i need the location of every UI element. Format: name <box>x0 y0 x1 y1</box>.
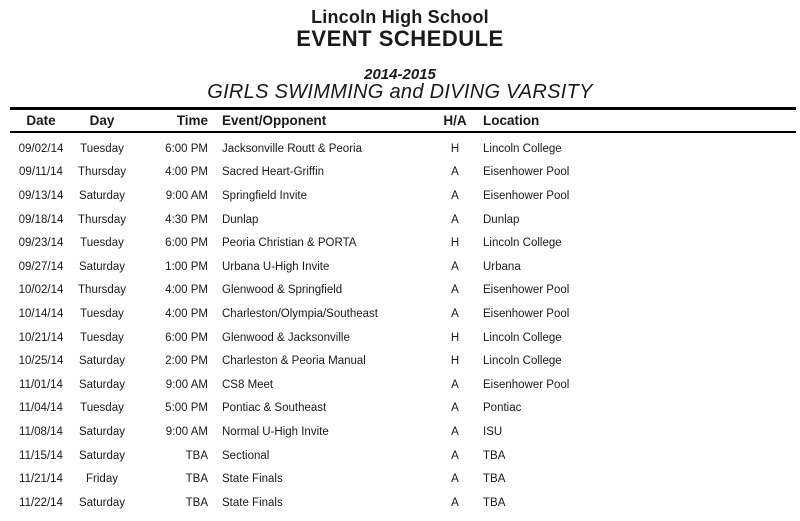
ha-cell: A <box>451 260 459 273</box>
time-cell: TBA <box>185 473 208 486</box>
day-cell: Saturday <box>78 378 126 391</box>
event-cell: Urbana U-High Invite <box>222 260 330 273</box>
day-cell: Saturday <box>78 189 126 202</box>
event-cell: Sacred Heart-Griffin <box>222 166 325 179</box>
event-cell: Glenwood & Springfield <box>222 284 343 297</box>
table-row <box>10 491 796 515</box>
day-cell: Saturday <box>78 260 126 273</box>
time-cell: TBA <box>185 496 208 509</box>
ha-cell: A <box>451 166 459 179</box>
ha-cell: A <box>451 449 459 462</box>
date-cell: 09/02/14 <box>18 142 64 155</box>
date-cell: 11/15/14 <box>19 449 63 462</box>
table-row <box>10 397 796 421</box>
table-row <box>10 208 796 232</box>
location-cell: Eisenhower Pool <box>483 378 570 391</box>
location-cell: Lincoln College <box>483 331 562 344</box>
time-cell: 4:00 PM <box>165 166 208 179</box>
schedule-table <box>10 107 796 515</box>
ha-cell: A <box>451 189 459 202</box>
event-cell: State Finals <box>222 473 283 486</box>
time-cell: 6:00 PM <box>165 331 208 344</box>
day-cell: Thursday <box>78 213 126 226</box>
location-cell: Urbana <box>483 260 521 273</box>
event-cell: Sectional <box>222 449 270 462</box>
table-row <box>10 444 796 468</box>
location-cell: Lincoln College <box>483 355 562 368</box>
location-cell: Lincoln College <box>483 237 562 250</box>
day-cell: Tuesday <box>80 331 124 344</box>
ha-cell: H <box>450 331 460 344</box>
time-cell: 9:00 AM <box>165 378 208 391</box>
time-cell: 4:30 PM <box>165 213 208 226</box>
event-cell: Normal U-High Invite <box>222 425 329 438</box>
event-cell: Glenwood & Jacksonville <box>222 331 350 344</box>
day-cell: Saturday <box>78 449 126 462</box>
ha-cell: A <box>451 284 459 297</box>
day-cell: Tuesday <box>80 237 124 250</box>
column-header-date: Date <box>26 113 56 128</box>
date-cell: 11/04/14 <box>19 402 63 415</box>
column-header-day: Day <box>89 113 115 128</box>
event-cell: Jacksonville Routt & Peoria <box>222 142 362 155</box>
location-cell: Pontiac <box>483 402 522 415</box>
ha-cell: A <box>451 496 459 509</box>
time-cell: 9:00 AM <box>165 189 208 202</box>
day-cell: Tuesday <box>80 307 124 320</box>
location-cell: Lincoln College <box>483 142 562 155</box>
school-name: Lincoln High School <box>311 7 489 27</box>
column-header-time: Time <box>176 113 208 128</box>
date-cell: 09/27/14 <box>18 260 64 273</box>
date-cell: 11/21/14 <box>19 473 63 486</box>
ha-cell: A <box>451 378 459 391</box>
table-row <box>10 137 796 161</box>
location-cell: Eisenhower Pool <box>483 189 570 202</box>
table-body <box>10 133 796 515</box>
table-row <box>10 302 796 326</box>
date-cell: 10/02/14 <box>18 284 64 297</box>
date-cell: 09/13/14 <box>18 189 64 202</box>
location-cell: Dunlap <box>483 213 520 226</box>
time-cell: 6:00 PM <box>165 237 208 250</box>
table-header-row <box>10 110 796 131</box>
title-block <box>0 0 800 103</box>
date-cell: 11/22/14 <box>19 496 63 509</box>
table-row <box>10 255 796 279</box>
time-cell: 9:00 AM <box>165 425 208 438</box>
date-cell: 10/25/14 <box>18 355 64 368</box>
day-cell: Saturday <box>78 355 126 368</box>
column-header-location: Location <box>483 113 540 128</box>
day-cell: Saturday <box>78 425 126 438</box>
location-cell: Eisenhower Pool <box>483 284 570 297</box>
day-cell: Saturday <box>78 496 126 509</box>
day-cell: Thursday <box>78 166 126 179</box>
table-row <box>10 326 796 350</box>
time-cell: 4:00 PM <box>165 307 208 320</box>
date-cell: 09/18/14 <box>18 213 64 226</box>
table-row <box>10 467 796 491</box>
ha-cell: A <box>451 402 459 415</box>
event-cell: State Finals <box>222 496 283 509</box>
event-cell: Charleston & Peoria Manual <box>222 355 366 368</box>
ha-cell: H <box>450 355 460 368</box>
season-label: 2014-2015 <box>364 66 436 83</box>
event-cell: Springfield Invite <box>222 189 308 202</box>
event-cell: Charleston/Olympia/Southeast <box>222 307 378 320</box>
ha-cell: A <box>451 213 459 226</box>
ha-cell: H <box>450 237 460 250</box>
time-cell: 2:00 PM <box>165 355 208 368</box>
event-cell: Pontiac & Southeast <box>222 402 327 415</box>
column-header-event: Event/Opponent <box>222 113 327 128</box>
table-row <box>10 161 796 185</box>
table-row <box>10 231 796 255</box>
day-cell: Tuesday <box>80 142 124 155</box>
table-row <box>10 420 796 444</box>
ha-cell: A <box>451 473 459 486</box>
time-cell: 1:00 PM <box>165 260 208 273</box>
date-cell: 10/14/14 <box>18 307 64 320</box>
event-cell: CS8 Meet <box>222 378 274 391</box>
location-cell: Eisenhower Pool <box>483 166 570 179</box>
table-row <box>10 279 796 303</box>
date-cell: 11/08/14 <box>19 425 63 438</box>
day-cell: Tuesday <box>80 402 124 415</box>
ha-cell: A <box>451 307 459 320</box>
event-cell: Dunlap <box>222 213 259 226</box>
schedule-title: EVENT SCHEDULE <box>296 26 504 51</box>
table-row <box>10 184 796 208</box>
date-cell: 10/21/14 <box>18 331 64 344</box>
date-cell: 09/11/14 <box>19 166 63 179</box>
ha-cell: A <box>451 425 459 438</box>
team-subtitle: GIRLS SWIMMING and DIVING VARSITY <box>207 81 593 103</box>
column-header-ha: H/A <box>443 113 467 128</box>
location-cell: TBA <box>483 449 506 462</box>
event-cell: Peoria Christian & PORTA <box>222 237 357 250</box>
ha-cell: H <box>450 142 460 155</box>
day-cell: Thursday <box>78 284 126 297</box>
location-cell: TBA <box>483 496 506 509</box>
location-cell: TBA <box>483 473 506 486</box>
time-cell: 4:00 PM <box>165 284 208 297</box>
date-cell: 11/01/14 <box>19 378 63 391</box>
location-cell: ISU <box>483 425 503 438</box>
table-row <box>10 373 796 397</box>
time-cell: TBA <box>185 449 208 462</box>
table-row <box>10 349 796 373</box>
date-cell: 09/23/14 <box>18 237 64 250</box>
day-cell: Friday <box>86 473 118 486</box>
time-cell: 6:00 PM <box>165 142 208 155</box>
location-cell: Eisenhower Pool <box>483 307 570 320</box>
time-cell: 5:00 PM <box>165 402 208 415</box>
